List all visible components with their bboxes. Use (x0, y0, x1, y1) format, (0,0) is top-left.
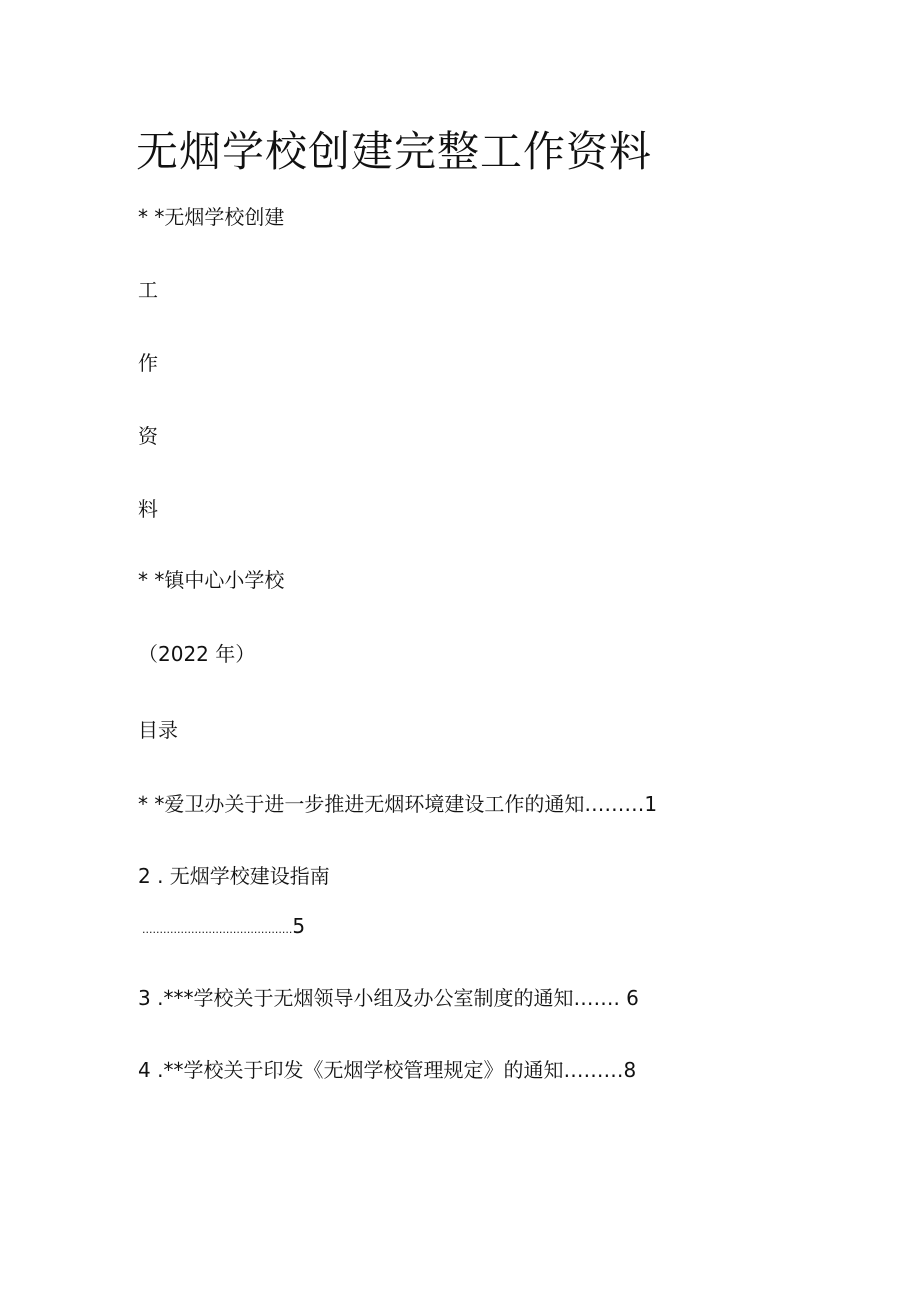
toc-page-number: 5 (292, 914, 306, 938)
toc-item-3: 3 .***学校关于无烟领导小组及办公室制度的通知……. 6 (138, 986, 639, 1010)
cover-char-zi: 资 (138, 424, 158, 448)
cover-line-school-creation: * *无烟学校创建 (138, 205, 285, 229)
toc-heading: 目录 (138, 718, 178, 742)
document-title: 无烟学校创建完整工作资料 (136, 127, 653, 176)
cover-school-name: * *镇中心小学校 (138, 568, 285, 592)
cover-year: （2022 年） (138, 642, 256, 666)
toc-leader-dots: ........................................... (142, 923, 293, 936)
cover-char-gong: 工 (138, 278, 158, 302)
toc-item-2: 2 . 无烟学校建设指南 (138, 864, 330, 888)
cover-char-liao: 料 (138, 497, 158, 521)
toc-item-1: * *爱卫办关于进一步推进无烟环境建设工作的通知………1 (138, 792, 658, 816)
cover-char-zuo: 作 (138, 351, 158, 375)
toc-item-4: 4 .**学校关于印发《无烟学校管理规定》的通知………8 (138, 1058, 637, 1082)
toc-item-2-leader (142, 912, 305, 944)
